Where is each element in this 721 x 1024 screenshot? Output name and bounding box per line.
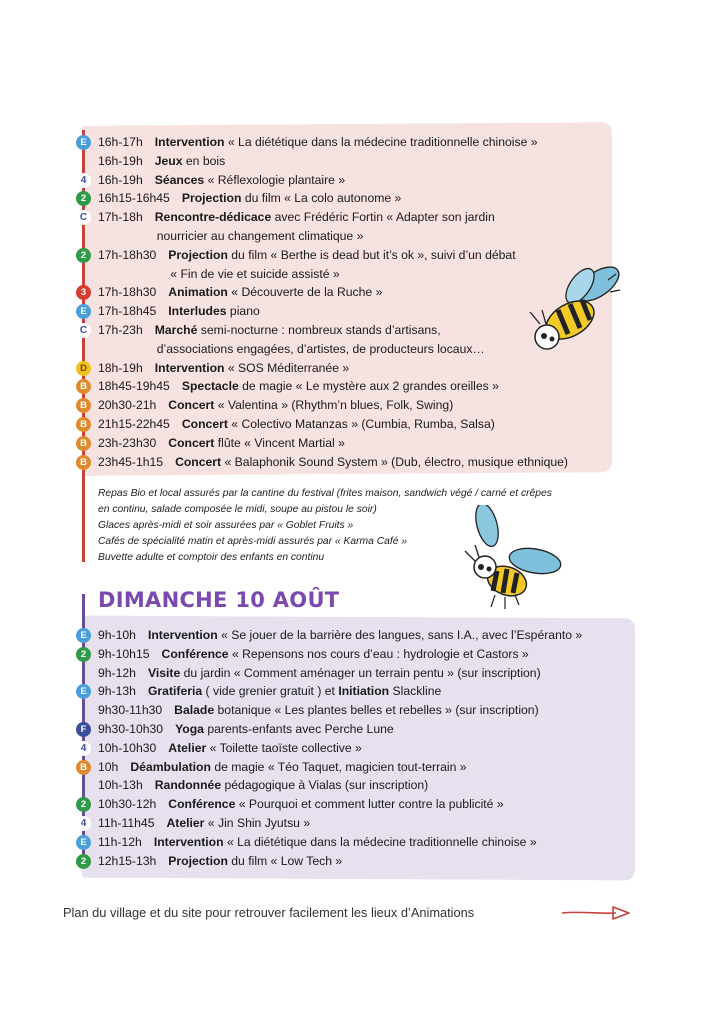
event-time: 17h-18h xyxy=(98,210,143,225)
venue-badge-icon: 3 xyxy=(76,285,91,300)
venue-badge-icon: E xyxy=(76,135,91,150)
note-line: en continu, salade composée le midi, soupe au pistou le soir) xyxy=(98,504,377,515)
event-time: 9h30-10h30 xyxy=(98,722,164,736)
sunday-event-row xyxy=(98,795,504,813)
saturday-event-row xyxy=(98,415,495,433)
event-time: 16h15-16h45 xyxy=(98,191,170,206)
event-time: 16h-17h xyxy=(98,135,143,149)
sunday-event-row xyxy=(98,739,362,757)
sunday-event-row xyxy=(98,682,441,700)
event-time: 23h-23h30 xyxy=(98,435,157,450)
event-description: « Réflexologie plantaire » xyxy=(204,172,346,187)
sunday-event-row xyxy=(98,852,342,870)
event-time: 20h30-21h xyxy=(98,398,157,413)
event-description: du film « Berthe is dead but it’s ok », suivi d’un débat xyxy=(227,247,516,262)
event-title: Animation xyxy=(168,285,228,300)
venue-badge-icon: 2 xyxy=(76,647,91,662)
event-description: « Se jouer de la barrière des langues, sans I.A., avec l’Espéranto » xyxy=(217,628,583,642)
event-description: du jardin « Comment aménager un terrain pentu » (sur inscription) xyxy=(180,665,541,680)
event-title: Conférence xyxy=(161,646,229,661)
event-title: Séances xyxy=(154,172,205,187)
note-line: Buvette adulte et comptoir des enfants en continu xyxy=(98,552,325,563)
saturday-event-row xyxy=(98,133,538,151)
event-description: en bois xyxy=(182,153,226,168)
event-time: 10h-13h xyxy=(98,778,143,793)
sunday-event-row xyxy=(98,645,529,663)
venue-badge-icon: C xyxy=(76,210,91,225)
venue-badge-icon: D xyxy=(76,361,91,376)
event-title: Projection xyxy=(168,853,228,868)
event-time: 9h30-11h30 xyxy=(98,703,163,718)
event-time: 9h-10h15 xyxy=(98,646,150,661)
event-time: 17h-18h30 xyxy=(98,247,157,262)
venue-badge-icon: E xyxy=(76,684,91,699)
event-title: Intervention xyxy=(153,834,224,849)
sunday-event-row xyxy=(98,814,310,832)
event-title: Déambulation xyxy=(130,759,211,774)
arrow-right-icon[interactable] xyxy=(560,905,632,921)
venue-badge-icon: 2 xyxy=(76,248,91,263)
event-description: flûte « Vincent Martial » xyxy=(214,435,345,450)
event-description: pédagogique à Vialas (sur inscription) xyxy=(221,778,429,793)
event-title: Interludes xyxy=(168,304,227,319)
note-line: Repas Bio et local assurés par la cantine du festival (frites maison, sandwich végé / carné et crêpes xyxy=(98,488,552,499)
sunday-event-row xyxy=(98,776,428,794)
event-title: Yoga xyxy=(175,722,204,736)
venue-badge-icon: C xyxy=(76,323,91,338)
event-description-continued: nourricier au changement climatique » xyxy=(156,229,364,243)
sunday-event-row xyxy=(98,664,541,682)
event-title: Intervention xyxy=(147,628,218,642)
saturday-event-row xyxy=(98,302,260,320)
event-title: Concert xyxy=(175,454,222,469)
venue-badge-icon: 2 xyxy=(76,797,91,812)
sunday-event-row xyxy=(98,720,394,738)
venue-badge-icon: E xyxy=(76,304,91,319)
event-title: Randonnée xyxy=(154,778,222,793)
event-title: Visite xyxy=(147,665,181,680)
event-title: Initiation xyxy=(338,684,390,699)
venue-badge-icon: B xyxy=(76,455,91,470)
event-description: « Pourquoi et comment lutter contre la publicité » xyxy=(235,797,504,812)
saturday-event-row xyxy=(98,171,345,189)
saturday-event-row xyxy=(98,377,499,395)
event-time: 9h-13h xyxy=(98,684,136,699)
event-time: 23h45-1h15 xyxy=(98,454,164,469)
venue-badge-icon: 2 xyxy=(76,191,91,206)
event-description: « La diététique dans la médecine traditionnelle chinoise » xyxy=(224,135,538,149)
event-description: de magie « Téo Taquet, magicien tout-terrain » xyxy=(210,759,467,774)
event-time: 11h-12h xyxy=(98,834,142,849)
event-description: du film « La colo autonome » xyxy=(241,191,402,206)
event-description: « SOS Méditerranée » xyxy=(224,360,350,375)
event-time: 10h30-12h xyxy=(98,797,157,812)
event-time: 21h15-22h45 xyxy=(98,417,170,431)
saturday-event-row xyxy=(98,453,568,471)
event-description: « Repensons nos cours d’eau : hydrologie et Castors » xyxy=(228,646,529,661)
bee-illustration-icon xyxy=(520,262,624,362)
event-time: 10h-10h30 xyxy=(98,740,157,755)
event-title: Marché xyxy=(154,323,198,337)
event-time: 16h-19h xyxy=(98,172,143,187)
event-time: 10h xyxy=(98,759,119,774)
saturday-event-row xyxy=(98,396,453,414)
saturday-event-row xyxy=(98,283,382,301)
saturday-event-row xyxy=(98,434,345,452)
event-description: ( vide grenier gratuit ) et xyxy=(202,684,339,699)
event-description: « Toilette taoïste collective » xyxy=(206,740,362,755)
event-time: 18h45-19h45 xyxy=(98,379,170,394)
event-title: Concert xyxy=(181,417,228,431)
event-description: « Balaphonik Sound System » (Dub, électro, musique ethnique) xyxy=(221,454,568,469)
venue-badge-icon: 2 xyxy=(76,854,91,869)
event-time: 17h-18h30 xyxy=(98,285,157,300)
event-title: Conférence xyxy=(168,797,236,812)
sunday-event-row xyxy=(98,758,467,776)
event-title: Spectacle xyxy=(181,379,239,394)
event-title: Intervention xyxy=(154,135,225,149)
saturday-event-row xyxy=(98,359,349,377)
site-map-link[interactable]: Plan du village et du site pour retrouver facilement les lieux d’Animations xyxy=(63,905,475,920)
saturday-event-row xyxy=(98,321,441,339)
event-description: Slackline xyxy=(389,684,442,699)
venue-badge-icon: E xyxy=(76,835,91,850)
venue-badge-icon: 4 xyxy=(76,816,91,831)
event-description: botanique « Les plantes belles et rebelles » (sur inscription) xyxy=(214,703,539,718)
saturday-event-row xyxy=(98,208,495,226)
event-description: « La diététique dans la médecine traditionnelle chinoise » xyxy=(223,834,537,849)
event-title: Atelier xyxy=(166,816,205,830)
event-description: parents-enfants avec Perche Lune xyxy=(203,722,394,736)
event-description: « Jin Shin Jyutsu » xyxy=(204,816,311,830)
event-title: Concert xyxy=(168,398,215,413)
event-time: 9h-10h xyxy=(98,628,136,642)
event-description: « Valentina » (Rhythm’n blues, Folk, Swing) xyxy=(214,398,454,413)
venue-badge-icon: F xyxy=(76,722,91,737)
event-title: Intervention xyxy=(154,360,225,375)
event-title: Gratiferia xyxy=(147,684,203,699)
bee-illustration-icon xyxy=(445,505,570,613)
venue-badge-icon: B xyxy=(76,417,91,432)
event-description: « Découverte de la Ruche » xyxy=(227,285,383,300)
event-description: avec Frédéric Fortin « Adapter son jardin xyxy=(271,210,495,225)
event-time: 17h-23h xyxy=(98,323,143,337)
event-description: piano xyxy=(226,304,260,319)
event-description: du film « Low Tech » xyxy=(227,853,343,868)
sunday-event-row xyxy=(98,626,582,644)
event-description-continued: « Fin de vie et suicide assisté » xyxy=(170,266,340,281)
event-title: Concert xyxy=(168,435,215,450)
event-title: Jeux xyxy=(154,153,183,168)
venue-badge-icon: B xyxy=(76,436,91,451)
event-time: 18h-19h xyxy=(98,360,143,375)
venue-badge-icon: B xyxy=(76,379,91,394)
event-description: « Colectivo Matanzas » (Cumbia, Rumba, Salsa) xyxy=(227,417,495,431)
saturday-event-row xyxy=(98,152,225,170)
sunday-event-row xyxy=(98,833,537,851)
event-title: Atelier xyxy=(168,740,207,755)
event-title: Projection xyxy=(168,247,228,262)
event-time: 16h-19h xyxy=(98,153,143,168)
venue-badge-icon: B xyxy=(76,398,91,413)
venue-badge-icon: E xyxy=(76,628,91,643)
sunday-heading: DIMANCHE 10 AOÛT xyxy=(98,588,340,612)
note-line: Cafés de spécialité matin et après-midi assurés par « Karma Café » xyxy=(98,536,408,547)
venue-badge-icon: 4 xyxy=(76,173,91,188)
event-title: Rencontre-dédicace xyxy=(154,210,272,225)
saturday-event-row xyxy=(98,189,401,207)
venue-badge-icon: B xyxy=(76,760,91,775)
event-title: Projection xyxy=(181,191,242,206)
event-time: 11h-11h45 xyxy=(98,816,155,830)
event-time: 17h-18h45 xyxy=(98,304,157,319)
event-description-continued: d’associations engagées, d’artistes, de producteurs locaux… xyxy=(156,341,485,356)
event-title: Balade xyxy=(174,703,215,718)
event-time: 9h-12h xyxy=(98,665,136,680)
saturday-event-row xyxy=(98,246,516,264)
event-description: semi-nocturne : nombreux stands d’artisans, xyxy=(197,323,441,337)
sunday-event-row xyxy=(98,701,539,719)
venue-badge-icon: 4 xyxy=(76,741,91,756)
event-time: 12h15-13h xyxy=(98,853,157,868)
note-line: Glaces après-midi et soir assurées par « Goblet Fruits » xyxy=(98,520,354,531)
event-description: de magie « Le mystère aux 2 grandes oreilles » xyxy=(238,379,499,394)
